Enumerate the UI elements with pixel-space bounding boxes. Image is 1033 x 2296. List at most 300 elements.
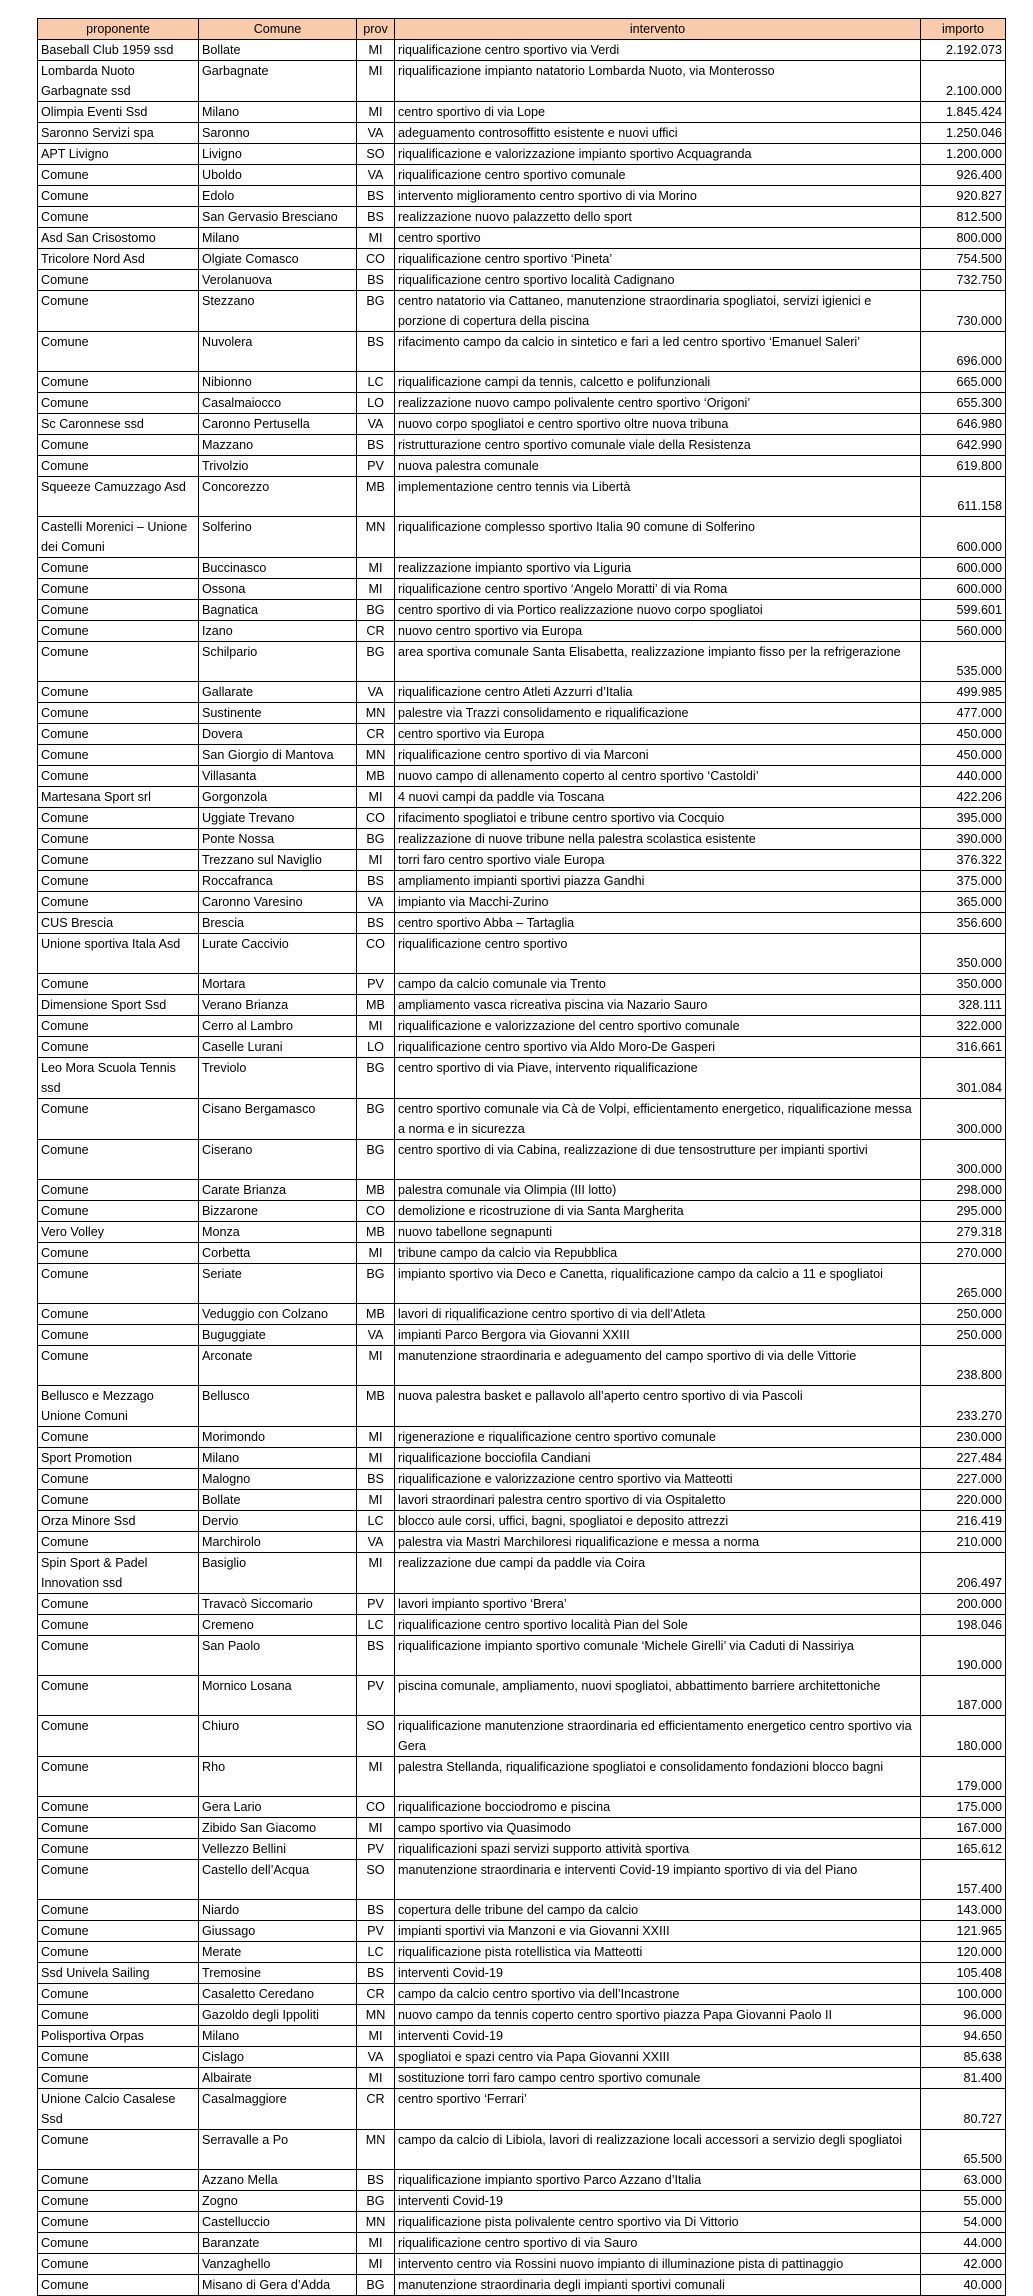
- cell-importo: 250.000: [921, 1304, 1006, 1325]
- cell-prov: CO: [357, 808, 395, 829]
- cell-proponente: Comune: [38, 2068, 199, 2089]
- cell-proponente: Comune: [38, 2212, 199, 2233]
- table-row: [38, 1553, 1006, 1594]
- cell-importo: 187.000: [921, 1676, 1006, 1716]
- cell-prov: MI: [357, 1818, 395, 1839]
- cell-prov: LC: [357, 372, 395, 393]
- cell-importo: 216.419: [921, 1511, 1006, 1532]
- cell-intervento: rifacimento campo da calcio in sintetico e fari a led centro sportivo ‘Emanuel Saleri’: [395, 332, 921, 372]
- cell-importo: 535.000: [921, 642, 1006, 682]
- cell-comune: Saronno: [199, 123, 357, 144]
- cell-prov: MI: [357, 102, 395, 123]
- cell-intervento: spogliatoi e spazi centro via Papa Giovanni XXIII: [395, 2047, 921, 2068]
- cell-prov: BG: [357, 2275, 395, 2296]
- cell-prov: MB: [357, 766, 395, 787]
- table-row: [38, 61, 1006, 102]
- cell-comune: Vellezzo Bellini: [199, 1839, 357, 1860]
- cell-proponente: Comune: [38, 871, 199, 892]
- table-row: [38, 1490, 1006, 1511]
- table-row: [38, 1427, 1006, 1448]
- cell-importo: 646.980: [921, 414, 1006, 435]
- cell-intervento: nuovo campo da tennis coperto centro sportivo piazza Papa Giovanni Paolo II: [395, 2005, 921, 2026]
- cell-intervento: lavori impianto sportivo ‘Brera’: [395, 1594, 921, 1615]
- cell-importo: 926.400: [921, 165, 1006, 186]
- cell-proponente: Comune: [38, 1490, 199, 1511]
- cell-intervento: riqualificazione pista rotellistica via Matteotti: [395, 1942, 921, 1963]
- cell-intervento: blocco aule corsi, uffici, bagni, spogliatoi e deposito attrezzi: [395, 1511, 921, 1532]
- cell-importo: 167.000: [921, 1818, 1006, 1839]
- table-row: [38, 372, 1006, 393]
- table-row: [38, 2130, 1006, 2170]
- cell-intervento: torri faro centro sportivo viale Europa: [395, 850, 921, 871]
- cell-intervento: riqualificazione pista polivalente centro sportivo via Di Vittorio: [395, 2212, 921, 2233]
- table-row: [38, 642, 1006, 682]
- cell-prov: MB: [357, 1222, 395, 1243]
- cell-prov: MI: [357, 1346, 395, 1386]
- cell-prov: BS: [357, 1900, 395, 1921]
- cell-proponente: Asd San Crisostomo: [38, 228, 199, 249]
- cell-prov: VA: [357, 1532, 395, 1553]
- cell-comune: Castello dell’Acqua: [199, 1860, 357, 1900]
- cell-intervento: manutenzione straordinaria e interventi Covid-19 impianto sportivo di via del Piano: [395, 1860, 921, 1900]
- cell-prov: MN: [357, 2005, 395, 2026]
- cell-comune: Azzano Mella: [199, 2170, 357, 2191]
- cell-proponente: Comune: [38, 165, 199, 186]
- cell-comune: Dovera: [199, 724, 357, 745]
- cell-intervento: impianto sportivo via Deco e Canetta, riqualificazione campo da calcio a 11 e spogliatoi: [395, 1264, 921, 1304]
- cell-prov: CR: [357, 2089, 395, 2130]
- cell-importo: 65.500: [921, 2130, 1006, 2170]
- cell-importo: 300.000: [921, 1099, 1006, 1140]
- cell-intervento: copertura delle tribune del campo da calcio: [395, 1900, 921, 1921]
- cell-prov: MI: [357, 1757, 395, 1797]
- cell-proponente: Comune: [38, 2275, 199, 2296]
- cell-importo: 206.497: [921, 1553, 1006, 1594]
- cell-prov: MI: [357, 2254, 395, 2275]
- cell-proponente: Tricolore Nord Asd: [38, 249, 199, 270]
- cell-prov: MN: [357, 517, 395, 558]
- cell-comune: Verano Brianza: [199, 995, 357, 1016]
- cell-comune: Cislago: [199, 2047, 357, 2068]
- cell-comune: Olgiate Comasco: [199, 249, 357, 270]
- cell-prov: MN: [357, 745, 395, 766]
- table-row: [38, 974, 1006, 995]
- table-row: [38, 1963, 1006, 1984]
- cell-prov: BS: [357, 1963, 395, 1984]
- cell-importo: 800.000: [921, 228, 1006, 249]
- cell-proponente: Sc Caronnese ssd: [38, 414, 199, 435]
- cell-intervento: riqualificazione centro sportivo ‘Pineta’: [395, 249, 921, 270]
- cell-intervento: intervento centro via Rossini nuovo impianto di illuminazione pista di pattinaggio: [395, 2254, 921, 2275]
- cell-comune: Ossona: [199, 579, 357, 600]
- table-row: [38, 102, 1006, 123]
- header-proponente: proponente: [38, 19, 199, 40]
- table-row: [38, 1243, 1006, 1264]
- cell-prov: MI: [357, 1016, 395, 1037]
- cell-comune: Villasanta: [199, 766, 357, 787]
- table-row: [38, 477, 1006, 517]
- cell-intervento: realizzazione di nuove tribune nella palestra scolastica esistente: [395, 829, 921, 850]
- cell-comune: Garbagnate: [199, 61, 357, 102]
- cell-comune: Uboldo: [199, 165, 357, 186]
- cell-comune: Serravalle a Po: [199, 2130, 357, 2170]
- table-row: [38, 1615, 1006, 1636]
- cell-intervento: realizzazione nuovo campo polivalente centro sportivo ‘Origoni’: [395, 393, 921, 414]
- cell-proponente: Leo Mora Scuola Tennis ssd: [38, 1058, 199, 1099]
- header-intervento: intervento: [395, 19, 921, 40]
- cell-proponente: Comune: [38, 2254, 199, 2275]
- table-row: [38, 249, 1006, 270]
- header-row: [38, 19, 1006, 40]
- cell-comune: Vanzaghello: [199, 2254, 357, 2275]
- cell-importo: 1.845.424: [921, 102, 1006, 123]
- cell-intervento: realizzazione impianto sportivo via Liguria: [395, 558, 921, 579]
- table-row: [38, 2068, 1006, 2089]
- cell-intervento: riqualificazione bocciofila Candiani: [395, 1448, 921, 1469]
- table-row: [38, 766, 1006, 787]
- cell-comune: Cremeno: [199, 1615, 357, 1636]
- cell-importo: 316.661: [921, 1037, 1006, 1058]
- cell-proponente: Comune: [38, 207, 199, 228]
- table-row: [38, 165, 1006, 186]
- cell-intervento: riqualificazione impianto natatorio Lombarda Nuoto, via Monterosso: [395, 61, 921, 102]
- cell-prov: MI: [357, 2068, 395, 2089]
- cell-proponente: Comune: [38, 829, 199, 850]
- cell-proponente: Comune: [38, 682, 199, 703]
- cell-prov: MI: [357, 1490, 395, 1511]
- cell-prov: MI: [357, 2233, 395, 2254]
- cell-prov: LO: [357, 1037, 395, 1058]
- cell-importo: 210.000: [921, 1532, 1006, 1553]
- cell-intervento: campo da calcio centro sportivo via dell’Incastrone: [395, 1984, 921, 2005]
- table-row: [38, 1469, 1006, 1490]
- table-row: [38, 1099, 1006, 1140]
- cell-intervento: centro sportivo di via Portico realizzazione nuovo corpo spogliatoi: [395, 600, 921, 621]
- table-row: [38, 995, 1006, 1016]
- cell-proponente: Comune: [38, 456, 199, 477]
- cell-importo: 105.408: [921, 1963, 1006, 1984]
- cell-prov: MI: [357, 787, 395, 808]
- cell-comune: Caselle Lurani: [199, 1037, 357, 1058]
- cell-proponente: Bellusco e Mezzago Unione Comuni: [38, 1386, 199, 1427]
- cell-comune: Mazzano: [199, 435, 357, 456]
- cell-proponente: Castelli Morenici – Unione dei Comuni: [38, 517, 199, 558]
- cell-importo: 600.000: [921, 517, 1006, 558]
- cell-importo: 298.000: [921, 1180, 1006, 1201]
- cell-prov: MI: [357, 1448, 395, 1469]
- cell-importo: 54.000: [921, 2212, 1006, 2233]
- cell-comune: Albairate: [199, 2068, 357, 2089]
- cell-proponente: Comune: [38, 621, 199, 642]
- cell-comune: Misano di Gera d’Adda: [199, 2275, 357, 2296]
- cell-prov: CO: [357, 1797, 395, 1818]
- cell-proponente: Comune: [38, 2130, 199, 2170]
- cell-importo: 350.000: [921, 974, 1006, 995]
- cell-prov: PV: [357, 456, 395, 477]
- cell-intervento: riqualificazione centro sportivo via Verdi: [395, 40, 921, 61]
- table-row: [38, 393, 1006, 414]
- cell-intervento: centro sportivo Abba – Tartaglia: [395, 913, 921, 934]
- cell-intervento: centro sportivo: [395, 228, 921, 249]
- cell-comune: Tremosine: [199, 1963, 357, 1984]
- cell-importo: 44.000: [921, 2233, 1006, 2254]
- cell-comune: Bizzarone: [199, 1201, 357, 1222]
- cell-importo: 599.601: [921, 600, 1006, 621]
- cell-proponente: Comune: [38, 1243, 199, 1264]
- cell-intervento: realizzazione nuovo palazzetto dello sport: [395, 207, 921, 228]
- cell-importo: 450.000: [921, 745, 1006, 766]
- cell-proponente: Comune: [38, 435, 199, 456]
- cell-proponente: Comune: [38, 332, 199, 372]
- cell-proponente: Squeeze Camuzzago Asd: [38, 477, 199, 517]
- cell-importo: 560.000: [921, 621, 1006, 642]
- cell-comune: Merate: [199, 1942, 357, 1963]
- cell-prov: BG: [357, 1058, 395, 1099]
- cell-proponente: Comune: [38, 1636, 199, 1676]
- cell-prov: MI: [357, 1427, 395, 1448]
- cell-comune: Baranzate: [199, 2233, 357, 2254]
- cell-proponente: Vero Volley: [38, 1222, 199, 1243]
- cell-importo: 920.827: [921, 186, 1006, 207]
- cell-intervento: ampliamento impianti sportivi piazza Gandhi: [395, 871, 921, 892]
- table-row: [38, 186, 1006, 207]
- cell-importo: 233.270: [921, 1386, 1006, 1427]
- cell-intervento: centro sportivo via Europa: [395, 724, 921, 745]
- cell-prov: BS: [357, 2170, 395, 2191]
- cell-importo: 1.200.000: [921, 144, 1006, 165]
- cell-importo: 179.000: [921, 1757, 1006, 1797]
- cell-intervento: campo da calcio comunale via Trento: [395, 974, 921, 995]
- cell-intervento: palestra via Mastri Marchiloresi riqualificazione e messa a norma: [395, 1532, 921, 1553]
- table-row: [38, 600, 1006, 621]
- cell-intervento: impianti Parco Bergora via Giovanni XXIII: [395, 1325, 921, 1346]
- table-row: [38, 558, 1006, 579]
- cell-comune: Nuvolera: [199, 332, 357, 372]
- cell-comune: Treviolo: [199, 1058, 357, 1099]
- cell-prov: MI: [357, 850, 395, 871]
- cell-prov: MI: [357, 1243, 395, 1264]
- table-row: [38, 1222, 1006, 1243]
- cell-prov: BS: [357, 332, 395, 372]
- table-row: [38, 2275, 1006, 2296]
- cell-prov: LC: [357, 1615, 395, 1636]
- cell-importo: 200.000: [921, 1594, 1006, 1615]
- cell-importo: 165.612: [921, 1839, 1006, 1860]
- cell-importo: 2.100.000: [921, 61, 1006, 102]
- cell-comune: Morimondo: [199, 1427, 357, 1448]
- cell-prov: BS: [357, 435, 395, 456]
- cell-proponente: Comune: [38, 1264, 199, 1304]
- cell-comune: Carate Brianza: [199, 1180, 357, 1201]
- cell-intervento: lavori di riqualificazione centro sportivo di via dell’Atleta: [395, 1304, 921, 1325]
- cell-comune: Sustinente: [199, 703, 357, 724]
- cell-intervento: riqualificazione campi da tennis, calcetto e polifunzionali: [395, 372, 921, 393]
- cell-importo: 375.000: [921, 871, 1006, 892]
- cell-importo: 100.000: [921, 1984, 1006, 2005]
- cell-comune: Giussago: [199, 1921, 357, 1942]
- cell-importo: 42.000: [921, 2254, 1006, 2275]
- cell-intervento: palestra comunale via Olimpia (III lotto): [395, 1180, 921, 1201]
- table-row: [38, 1180, 1006, 1201]
- cell-proponente: Comune: [38, 745, 199, 766]
- cell-proponente: Comune: [38, 2233, 199, 2254]
- cell-prov: BG: [357, 1140, 395, 1180]
- cell-comune: Mornico Losana: [199, 1676, 357, 1716]
- cell-comune: Milano: [199, 228, 357, 249]
- cell-prov: BS: [357, 1469, 395, 1490]
- cell-proponente: Comune: [38, 1140, 199, 1180]
- table-row: [38, 270, 1006, 291]
- cell-proponente: Comune: [38, 270, 199, 291]
- cell-importo: 642.990: [921, 435, 1006, 456]
- cell-comune: Buccinasco: [199, 558, 357, 579]
- cell-prov: PV: [357, 1594, 395, 1615]
- cell-comune: Solferino: [199, 517, 357, 558]
- cell-proponente: Comune: [38, 1532, 199, 1553]
- cell-comune: San Gervasio Bresciano: [199, 207, 357, 228]
- cell-prov: VA: [357, 682, 395, 703]
- table-row: [38, 2191, 1006, 2212]
- cell-comune: Castelluccio: [199, 2212, 357, 2233]
- cell-intervento: intervento miglioramento centro sportivo di via Morino: [395, 186, 921, 207]
- cell-prov: MB: [357, 995, 395, 1016]
- cell-importo: 365.000: [921, 892, 1006, 913]
- cell-prov: LO: [357, 393, 395, 414]
- cell-importo: 295.000: [921, 1201, 1006, 1222]
- cell-comune: Niardo: [199, 1900, 357, 1921]
- cell-prov: CR: [357, 621, 395, 642]
- cell-comune: Caronno Varesino: [199, 892, 357, 913]
- cell-intervento: riqualificazione centro sportivo località Cadignano: [395, 270, 921, 291]
- table-row: [38, 1757, 1006, 1797]
- cell-proponente: Comune: [38, 1099, 199, 1140]
- cell-proponente: Comune: [38, 393, 199, 414]
- cell-proponente: Comune: [38, 1984, 199, 2005]
- cell-prov: BG: [357, 600, 395, 621]
- cell-importo: 94.650: [921, 2026, 1006, 2047]
- cell-proponente: Spin Sport & Padel Innovation ssd: [38, 1553, 199, 1594]
- cell-prov: CO: [357, 934, 395, 974]
- table-row: [38, 703, 1006, 724]
- cell-intervento: adeguamento controsoffitto esistente e nuovi uffici: [395, 123, 921, 144]
- cell-importo: 227.000: [921, 1469, 1006, 1490]
- cell-intervento: ampliamento vasca ricreativa piscina via Nazario Sauro: [395, 995, 921, 1016]
- cell-proponente: Comune: [38, 808, 199, 829]
- cell-proponente: Comune: [38, 766, 199, 787]
- cell-prov: SO: [357, 1716, 395, 1757]
- cell-intervento: centro sportivo di via Cabina, realizzazione di due tensostrutture per impianti sportivi: [395, 1140, 921, 1180]
- table-row: [38, 456, 1006, 477]
- cell-importo: 395.000: [921, 808, 1006, 829]
- cell-proponente: CUS Brescia: [38, 913, 199, 934]
- cell-prov: BS: [357, 186, 395, 207]
- cell-comune: San Giorgio di Mantova: [199, 745, 357, 766]
- cell-importo: 390.000: [921, 829, 1006, 850]
- cell-proponente: Comune: [38, 1346, 199, 1386]
- cell-intervento: riqualificazione e valorizzazione centro sportivo via Matteotti: [395, 1469, 921, 1490]
- cell-proponente: Comune: [38, 1427, 199, 1448]
- table-row: [38, 1058, 1006, 1099]
- cell-importo: 655.300: [921, 393, 1006, 414]
- table-row: [38, 1594, 1006, 1615]
- table-row: [38, 1921, 1006, 1942]
- cell-prov: BS: [357, 270, 395, 291]
- table-row: [38, 123, 1006, 144]
- cell-intervento: centro sportivo di via Lope: [395, 102, 921, 123]
- table-row: [38, 934, 1006, 974]
- cell-proponente: Comune: [38, 642, 199, 682]
- table-row: [38, 1511, 1006, 1532]
- cell-prov: MN: [357, 703, 395, 724]
- interventions-table: [37, 18, 1006, 2296]
- cell-proponente: Polisportiva Orpas: [38, 2026, 199, 2047]
- table-row: [38, 1201, 1006, 1222]
- cell-intervento: ristrutturazione centro sportivo comunale viale della Resistenza: [395, 435, 921, 456]
- cell-comune: Gazoldo degli Ippoliti: [199, 2005, 357, 2026]
- cell-importo: 730.000: [921, 291, 1006, 332]
- cell-prov: VA: [357, 1325, 395, 1346]
- cell-intervento: campo da calcio di Libiola, lavori di realizzazione locali accessori a servizio degli spogliatoi: [395, 2130, 921, 2170]
- cell-importo: 96.000: [921, 2005, 1006, 2026]
- cell-comune: Gorgonzola: [199, 787, 357, 808]
- cell-intervento: implementazione centro tennis via Libertà: [395, 477, 921, 517]
- cell-comune: Mortara: [199, 974, 357, 995]
- cell-proponente: Comune: [38, 1016, 199, 1037]
- cell-intervento: lavori straordinari palestra centro sportivo di via Ospitaletto: [395, 1490, 921, 1511]
- cell-comune: Concorezzo: [199, 477, 357, 517]
- cell-comune: Arconate: [199, 1346, 357, 1386]
- cell-importo: 143.000: [921, 1900, 1006, 1921]
- cell-intervento: riqualificazione centro sportivo via Aldo Moro-De Gasperi: [395, 1037, 921, 1058]
- cell-prov: BG: [357, 2191, 395, 2212]
- table-row: [38, 787, 1006, 808]
- cell-proponente: Comune: [38, 1676, 199, 1716]
- cell-prov: PV: [357, 1676, 395, 1716]
- cell-prov: BS: [357, 1636, 395, 1676]
- table-row: [38, 1676, 1006, 1716]
- cell-comune: Bollate: [199, 1490, 357, 1511]
- cell-importo: 600.000: [921, 558, 1006, 579]
- cell-prov: LC: [357, 1511, 395, 1532]
- cell-importo: 198.046: [921, 1615, 1006, 1636]
- cell-proponente: Comune: [38, 1304, 199, 1325]
- cell-prov: BG: [357, 291, 395, 332]
- cell-comune: Corbetta: [199, 1243, 357, 1264]
- cell-comune: Uggiate Trevano: [199, 808, 357, 829]
- cell-importo: 175.000: [921, 1797, 1006, 1818]
- cell-proponente: Comune: [38, 1839, 199, 1860]
- cell-importo: 2.192.073: [921, 40, 1006, 61]
- cell-prov: MI: [357, 40, 395, 61]
- cell-proponente: Comune: [38, 1615, 199, 1636]
- cell-comune: Schilpario: [199, 642, 357, 682]
- cell-intervento: nuovo campo di allenamento coperto al centro sportivo ‘Castoldi’: [395, 766, 921, 787]
- cell-comune: Cerro al Lambro: [199, 1016, 357, 1037]
- cell-intervento: demolizione e ricostruzione di via Santa Margherita: [395, 1201, 921, 1222]
- cell-intervento: riqualificazione impianto sportivo Parco Azzano d’Italia: [395, 2170, 921, 2191]
- cell-proponente: Comune: [38, 1325, 199, 1346]
- cell-intervento: riqualificazione centro sportivo: [395, 934, 921, 974]
- table-row: [38, 414, 1006, 435]
- cell-importo: 477.000: [921, 703, 1006, 724]
- cell-proponente: Ssd Univela Sailing: [38, 1963, 199, 1984]
- cell-proponente: Orza Minore Ssd: [38, 1511, 199, 1532]
- cell-comune: Marchirolo: [199, 1532, 357, 1553]
- cell-importo: 80.727: [921, 2089, 1006, 2130]
- cell-prov: MN: [357, 2130, 395, 2170]
- table-row: [38, 1304, 1006, 1325]
- cell-proponente: Dimensione Sport Ssd: [38, 995, 199, 1016]
